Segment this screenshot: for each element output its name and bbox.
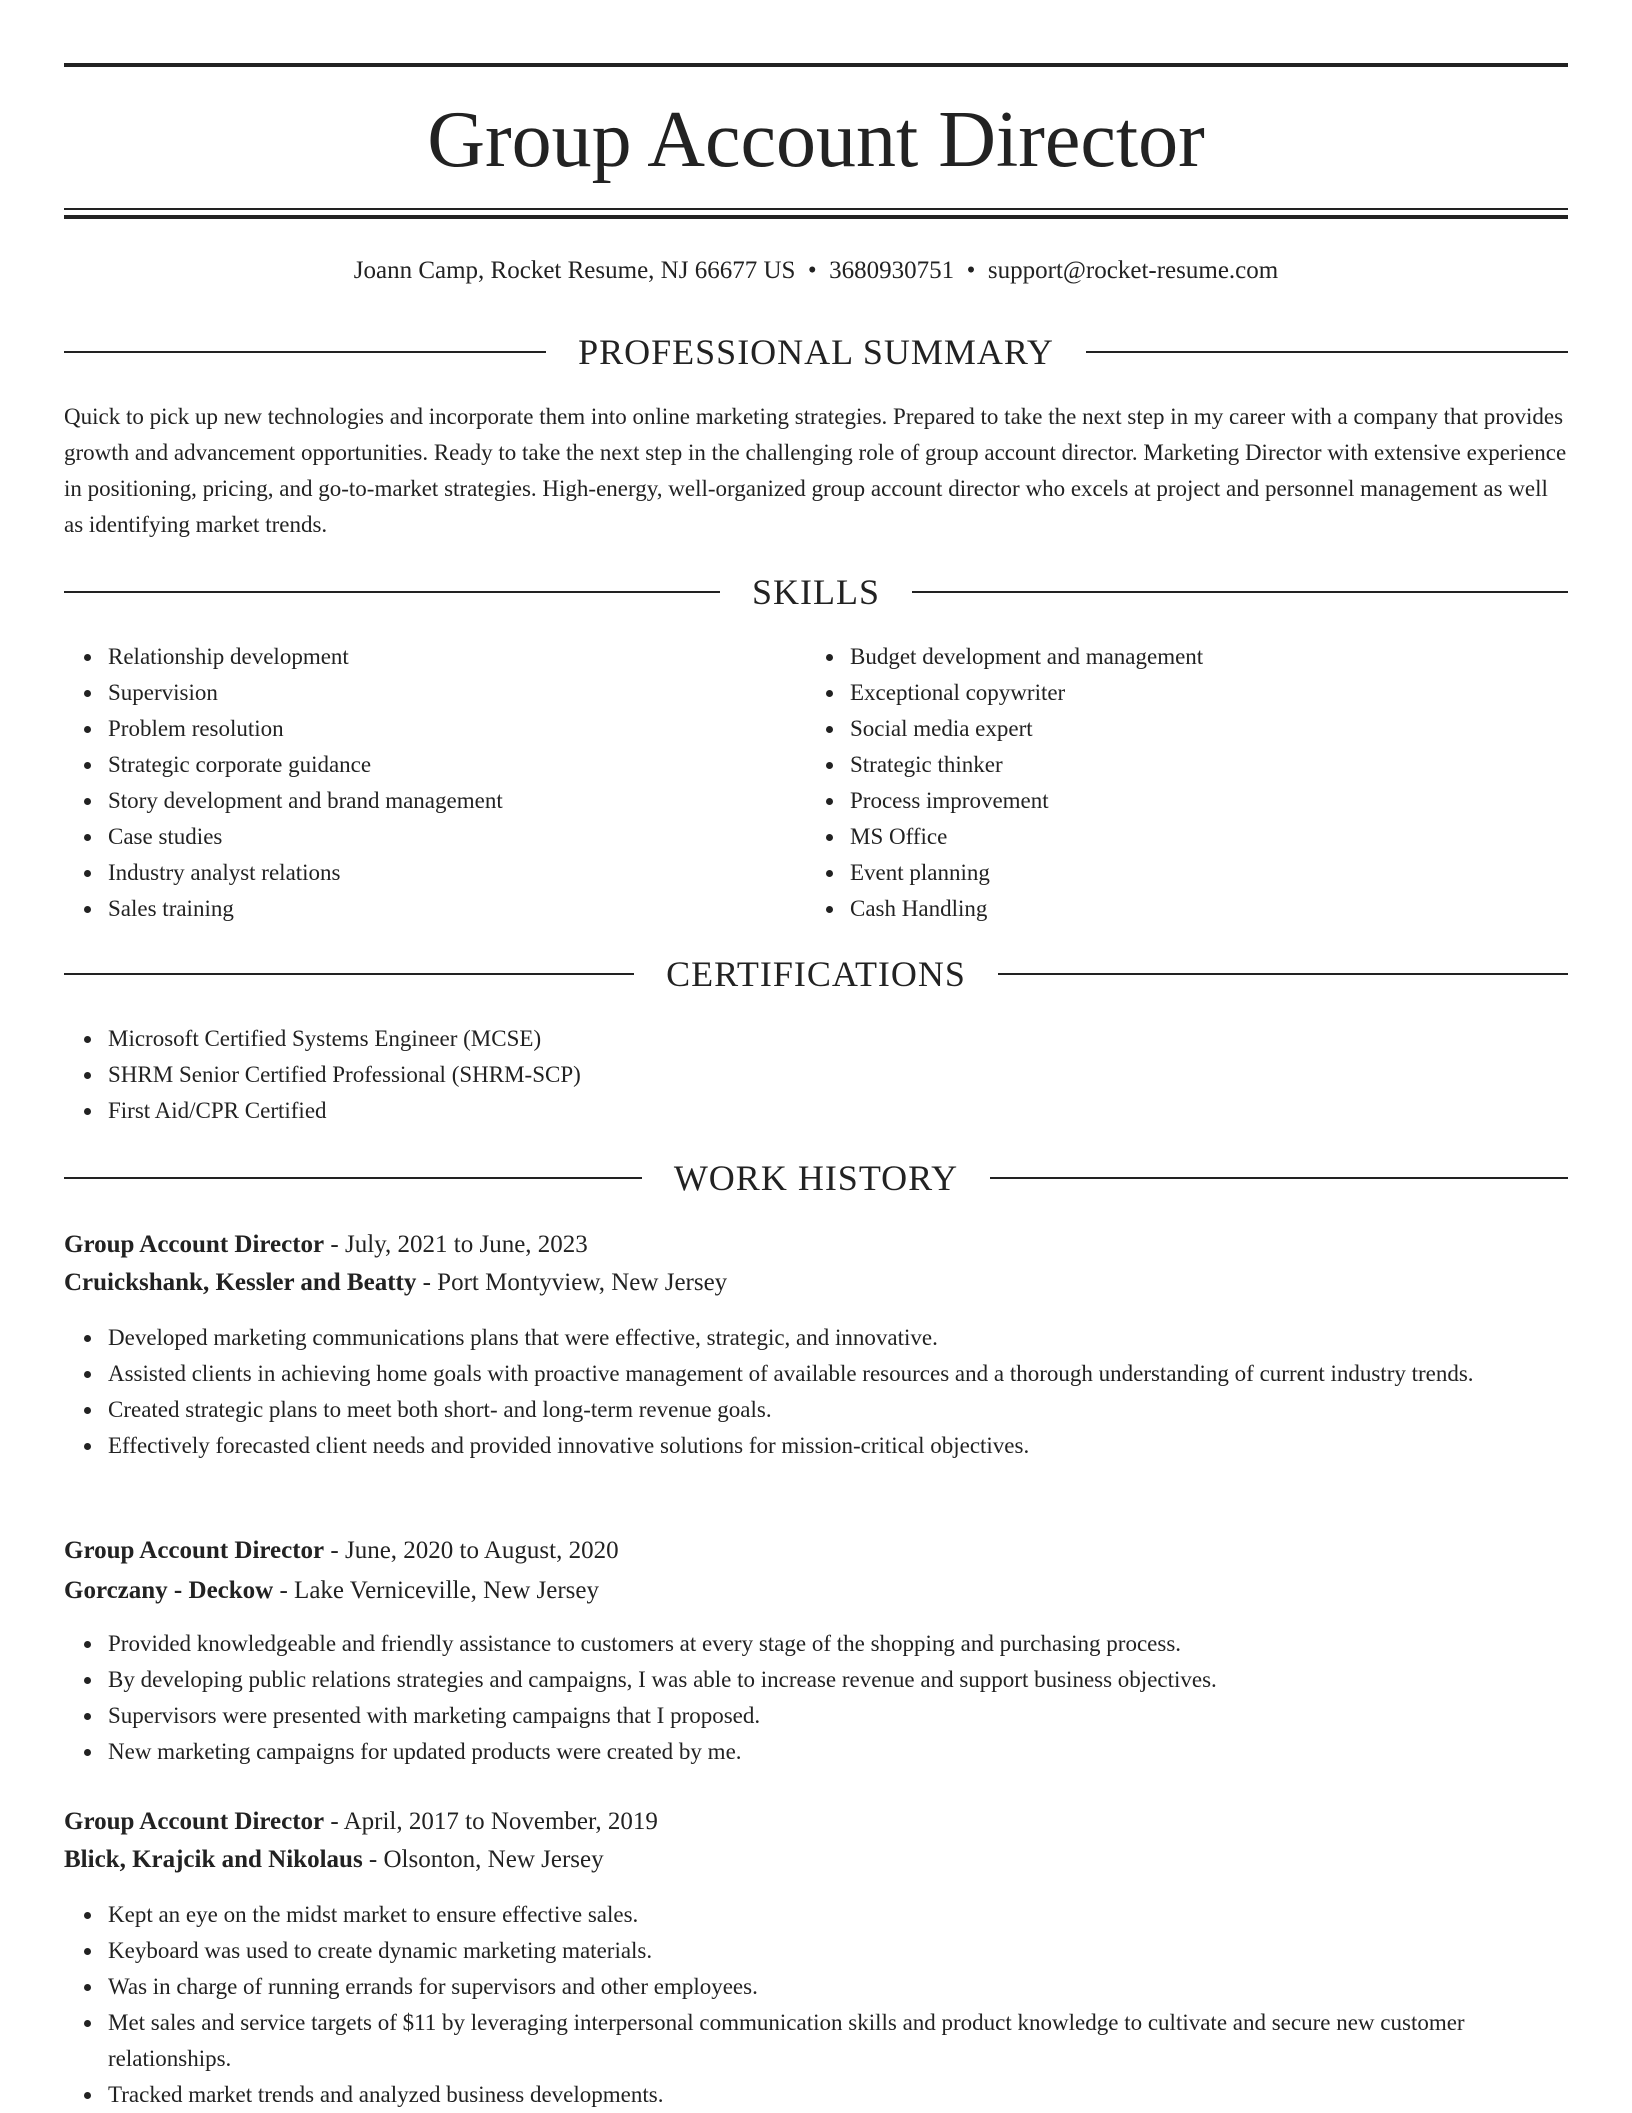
job-bullets (64, 1320, 1568, 1464)
section-title: CERTIFICATIONS (666, 954, 966, 994)
title-double-rule (64, 208, 1568, 219)
job-bullet: Keyboard was used to create dynamic marketing materials. (108, 1933, 1568, 1969)
skill-item: Exceptional copywriter (850, 675, 1550, 711)
section-title: PROFESSIONAL SUMMARY (578, 332, 1054, 372)
job-role: Group Account Director (64, 1808, 325, 1835)
section-heading-summary (64, 330, 1568, 374)
skill-item: Budget development and management (850, 639, 1550, 675)
job-dates: - July, 2021 to June, 2023 (324, 1231, 588, 1258)
top-rule (64, 63, 1568, 67)
skill-item: Sales training (108, 891, 808, 927)
divider (1086, 351, 1568, 353)
job-bullet: Met sales and service targets of $11 by leveraging interpersonal communication skills and product knowledge to cultivate and secure new customer relationships. (108, 2005, 1568, 2077)
divider (998, 973, 1568, 975)
job-bullet: By developing public relations strategies and campaigns, I was able to increase revenue and support business objectives. (108, 1662, 1568, 1698)
job-role: Group Account Director (64, 1231, 325, 1258)
section-heading-skills (64, 570, 1568, 614)
divider (64, 973, 634, 975)
skills-list-right (806, 639, 1550, 927)
skill-item: Strategic corporate guidance (108, 747, 808, 783)
job-bullet: Created strategic plans to meet both short- and long-term revenue goals. (108, 1392, 1568, 1428)
divider (912, 591, 1568, 593)
skill-item: Event planning (850, 855, 1550, 891)
job-dates: - April, 2017 to November, 2019 (324, 1808, 658, 1835)
divider (64, 351, 546, 353)
job-bullet: New marketing campaigns for updated products were created by me. (108, 1734, 1568, 1770)
job-company: Gorczany - Deckow (64, 1577, 274, 1604)
job-title-line (64, 1804, 1568, 1840)
skill-item: Case studies (108, 819, 808, 855)
skill-item: MS Office (850, 819, 1550, 855)
job-bullet: Assisted clients in achieving home goals with proactive management of available resources and a thorough understanding of current industry trends. (108, 1356, 1568, 1392)
job-company: Blick, Krajcik and Nikolaus (64, 1846, 363, 1873)
certification-item: First Aid/CPR Certified (108, 1093, 1508, 1129)
divider (990, 1177, 1568, 1179)
job-company-line (64, 1265, 1568, 1301)
skill-item: Industry analyst relations (108, 855, 808, 891)
certification-item: SHRM Senior Certified Professional (SHRM-SCP) (108, 1057, 1508, 1093)
skill-item: Relationship development (108, 639, 808, 675)
certifications-list (64, 1021, 1508, 1129)
job-location: - Port Montyview, New Jersey (416, 1269, 728, 1296)
certification-item: Microsoft Certified Systems Engineer (MCSE) (108, 1021, 1508, 1057)
skill-item: Social media expert (850, 711, 1550, 747)
job-title-line (64, 1227, 1568, 1263)
job-company-line (64, 1573, 1568, 1609)
job-bullet: Supervisors were presented with marketing campaigns that I proposed. (108, 1698, 1568, 1734)
job-bullet: Provided knowledgeable and friendly assistance to customers at every stage of the shopping and purchasing process. (108, 1626, 1568, 1662)
job-bullet: Tracked market trends and analyzed business developments. (108, 2077, 1568, 2113)
skills-list-left (64, 639, 808, 927)
section-title: SKILLS (752, 572, 881, 612)
job-bullets (64, 1897, 1568, 2113)
job-dates: - June, 2020 to August, 2020 (324, 1537, 619, 1564)
divider (64, 1177, 642, 1179)
job-company-line (64, 1842, 1568, 1878)
skill-item: Problem resolution (108, 711, 808, 747)
contact-line: Joann Camp, Rocket Resume, NJ 66677 US • 3680930751 • support@rocket-resume.com (353, 257, 1279, 284)
job-bullet: Effectively forecasted client needs and provided innovative solutions for mission-critical objectives. (108, 1428, 1568, 1464)
resume-title: Group Account Director (427, 96, 1205, 184)
job-title-line (64, 1533, 1568, 1569)
skill-item: Process improvement (850, 783, 1550, 819)
section-heading-certifications (64, 952, 1568, 996)
skill-item: Supervision (108, 675, 808, 711)
job-bullet: Was in charge of running errands for supervisors and other employees. (108, 1969, 1568, 2005)
summary-text: Quick to pick up new technologies and incorporate them into online marketing strategies. Prepared to take the next step in my career with a company that provides growth and advancement opportunities. Ready to take the next step in the challenging role of group account director. Marketing Director with extensive experience in positioning, pricing, and go-to-market strategies. High-energy, well-organized group account director who excels at project and personnel management as well as identifying market trends. (64, 404, 1567, 537)
job-company: Cruickshank, Kessler and Beatty (64, 1269, 417, 1296)
section-title: WORK HISTORY (673, 1158, 959, 1198)
section-heading-work-history (64, 1156, 1568, 1200)
skill-item: Story development and brand management (108, 783, 808, 819)
job-role: Group Account Director (64, 1537, 325, 1564)
divider (64, 591, 720, 593)
job-bullet: Developed marketing communications plans that were effective, strategic, and innovative. (108, 1320, 1568, 1356)
skill-item: Cash Handling (850, 891, 1550, 927)
job-bullet: Kept an eye on the midst market to ensure effective sales. (108, 1897, 1568, 1933)
job-location: - Olsonton, New Jersey (362, 1846, 604, 1873)
job-location: - Lake Verniceville, New Jersey (273, 1577, 600, 1604)
skill-item: Strategic thinker (850, 747, 1550, 783)
job-bullets (64, 1626, 1568, 1770)
